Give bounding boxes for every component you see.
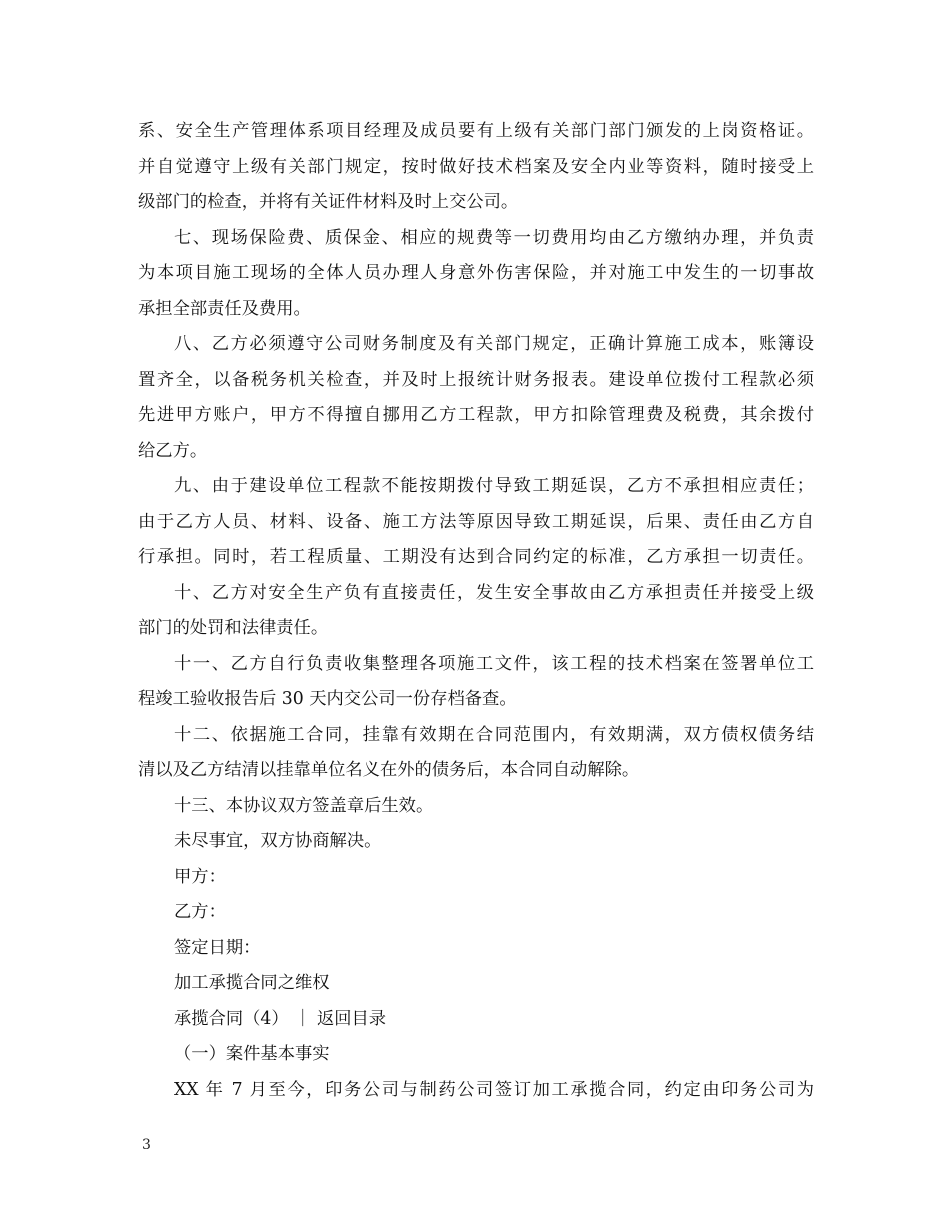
text-line: 九、由于建设单位工程款不能按期拨付导致工期延误，乙方不承担相应责任； [174, 476, 814, 496]
text-line: 十一、乙方自行负责收集整理各项施工文件，该工程的技术档案在签署单位工 [174, 653, 814, 674]
text-line: 行承担。同时，若工程质量、工期没有达到合同约定的标准，乙方承担一切责任。 [138, 547, 814, 567]
text-line: 承担全部责任及费用。 [138, 298, 311, 319]
text-line: 十、乙方对安全生产负有直接责任，发生安全事故由乙方承担责任并接受上级 [174, 582, 814, 603]
text-line: 级部门的检查，并将有关证件材料及时上交公司。 [138, 192, 519, 212]
text-line: 签定日期： [174, 937, 261, 958]
text-line: 七、现场保险费、质保金、相应的规费等一切费用均由乙方缴纳办理，并负责 [174, 227, 814, 248]
text-line: 承揽合同（4） ｜ 返回目录 [174, 1008, 387, 1029]
text-line: 十二、依据施工合同，挂靠有效期在合同范围内，有效期满，双方债权债务结 [174, 724, 814, 745]
page-number: 3 [142, 1137, 151, 1153]
text-line: 清以及乙方结清以挂靠单位名义在外的债务后，本合同自动解除。 [138, 760, 640, 780]
text-line: 系、安全生产管理体系项目经理及成员要有上级有关部门部门颁发的上岗资格证。 [138, 121, 814, 141]
text-line: 由于乙方人员、材料、设备、施工方法等原因导致工期延误，后果、责任由乙方自 [138, 511, 814, 532]
text-line: 加工承揽合同之维权 [174, 973, 330, 993]
text-line: XX 年 7 月至今，印务公司与制药公司签订加工承揽合同，约定由印务公司为 [174, 1079, 814, 1100]
text-line: 部门的处罚和法律责任。 [138, 618, 329, 638]
text-line: 并自觉遵守上级有关部门规定，按时做好技术档案及安全内业等资料，随时接受上 [138, 156, 814, 177]
text-line: 给乙方。 [138, 440, 208, 461]
text-line: （一）案件基本事实 [174, 1044, 330, 1064]
text-line: 乙方： [174, 902, 226, 922]
text-line: 先进甲方账户，甲方不得擅自挪用乙方工程款，甲方扣除管理费及税费，其余拨付 [138, 405, 814, 425]
text-line: 未尽事宜，双方协商解决。 [174, 831, 382, 851]
text-line: 甲方： [174, 866, 226, 887]
text-line: 八、乙方必须遵守公司财务制度及有关部门规定，正确计算施工成本，账簿设 [174, 334, 814, 354]
text-line: 置齐全，以备税务机关检查，并及时上报统计财务报表。建设单位拨付工程款必须 [138, 369, 814, 390]
text-line: 十三、本协议双方签盖章后生效。 [174, 795, 434, 816]
document-body [138, 114, 814, 1108]
text-line: 为本项目施工现场的全体人员办理人身意外伤害保险，并对施工中发生的一切事故 [138, 263, 814, 283]
text-line: 程竣工验收报告后 30 天内交公司一份存档备查。 [138, 689, 517, 709]
